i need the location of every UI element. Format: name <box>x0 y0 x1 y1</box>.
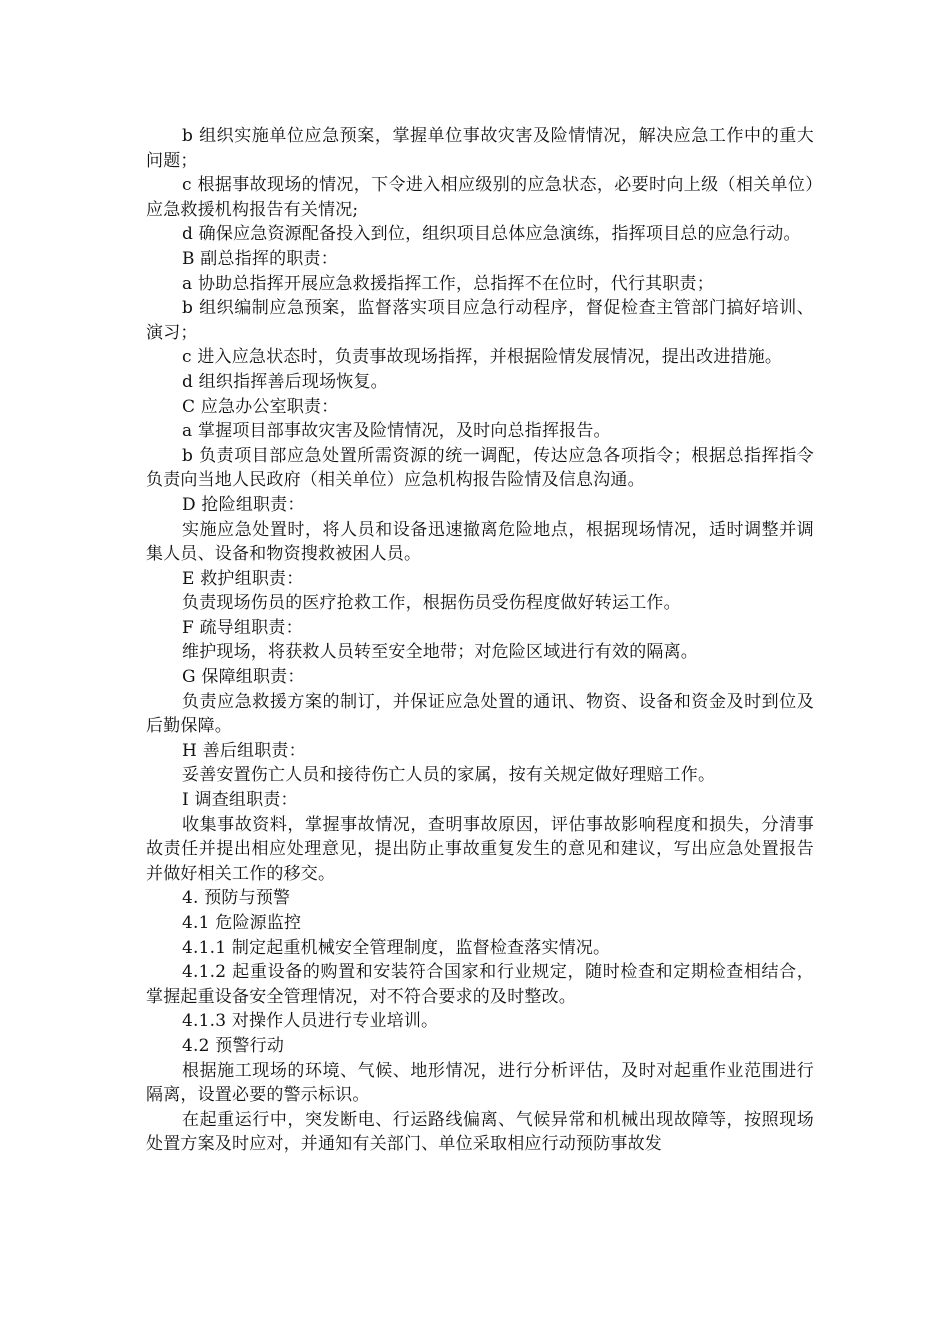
paragraph: d 确保应急资源配备投入到位，组织项目总体应急演练，指挥项目总的应急行动。 <box>182 224 801 245</box>
paragraph: b 组织实施单位应急预案，掌握单位事故灾害及险情情况，解决应急工作中的重大问题； <box>146 126 814 171</box>
section-heading: E 救护组职责： <box>182 568 304 589</box>
section-heading: D 抢险组职责： <box>182 494 305 515</box>
section-heading: G 保障组职责： <box>182 667 305 688</box>
paragraph: 根据施工现场的环境、气候、地形情况，进行分析评估，及时对起重作业范围进行隔离，设置必要的警示标识。 <box>146 1060 814 1106</box>
document-body <box>146 124 814 1157</box>
section-heading: 4.1 危险源监控 <box>182 913 302 933</box>
section-heading: H 善后组职责： <box>182 740 306 761</box>
paragraph: d 组织指挥善后现场恢复。 <box>182 371 388 392</box>
paragraph: 实施应急处置时，将人员和设备迅速撤离危险地点，根据现场情况，适时调整并调集人员、设备和物资搜救被困人员。 <box>146 519 814 565</box>
section-heading: 4.2 预警行动 <box>182 1035 285 1056</box>
section-heading: 4. 预防与预警 <box>182 888 291 909</box>
paragraph: a 协助总指挥开展应急救援指挥工作，总指挥不在位时，代行其职责； <box>182 273 714 294</box>
paragraph: 在起重运行中，突发断电、行运路线偏离、气候异常和机械出现故障等，按照现场处置方案及时应对，并通知有关部门、单位采取相应行动预防事故发 <box>146 1109 814 1155</box>
paragraph: a 掌握项目部事故灾害及险情情况，及时向总指挥报告。 <box>182 421 611 442</box>
paragraph: b 负责项目部应急处置所需资源的统一调配，传达应急各项指令；根据总指挥指令负责向当地人民政府（相关单位）应急机构报告险情及信息沟通。 <box>146 445 814 491</box>
paragraph: c 根据事故现场的情况，下令进入相应级别的应急状态，必要时向上级（相关单位）应急救援机构报告有关情况; <box>146 175 814 220</box>
paragraph: 负责应急救援方案的制订，并保证应急处置的通讯、物资、设备和资金及时到位及后勤保障。 <box>146 691 814 737</box>
paragraph: 4.1.3 对操作人员进行专业培训。 <box>182 1011 439 1032</box>
paragraph: 维护现场，将获救人员转至安全地带；对危险区域进行有效的隔离。 <box>182 642 698 663</box>
paragraph: 负责现场伤员的医疗抢救工作，根据伤员受伤程度做好转运工作。 <box>182 593 681 614</box>
section-heading: I 调查组职责： <box>182 790 298 811</box>
section-heading: B 副总指挥的职责： <box>182 248 338 269</box>
paragraph: 4.1.1 制定起重机械安全管理制度，监督检查落实情况。 <box>182 937 611 958</box>
paragraph: 收集事故资料，掌握事故情况，查明事故原因，评估事故影响程度和损失，分清事故责任并提出相应处理意见，提出防止事故重复发生的意见和建议，写出应急处置报告并做好相关工作的移交。 <box>146 814 814 884</box>
paragraph: c 进入应急状态时，负责事故现场指挥，并根据险情发展情况，提出改进措施。 <box>182 347 783 368</box>
section-heading: C 应急办公室职责： <box>182 396 339 417</box>
paragraph: 4.1.2 起重设备的购置和安装符合国家和行业规定，随时检查和定期检查相结合，掌握起重设备安全管理情况，对不符合要求的及时整改。 <box>146 962 814 1007</box>
paragraph: 妥善安置伤亡人员和接待伤亡人员的家属，按有关规定做好理赔工作。 <box>182 765 716 786</box>
paragraph: b 组织编制应急预案，监督落实项目应急行动程序，督促检查主管部门搞好培训、演习； <box>146 298 814 343</box>
section-heading: F 疏导组职责： <box>182 617 303 638</box>
